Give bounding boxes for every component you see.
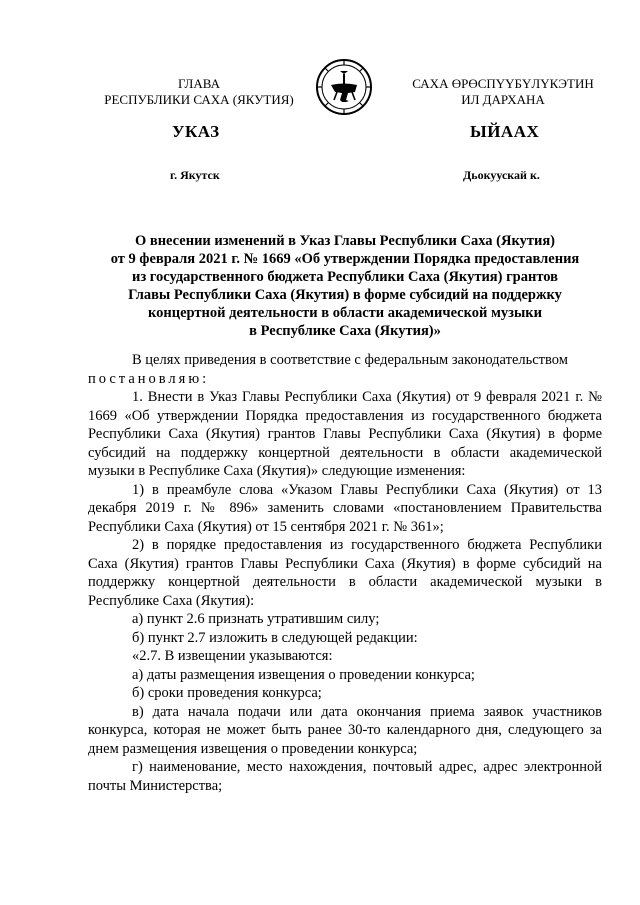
title-line: Главы Республики Саха (Якутия) в форме субсидий на поддержку	[128, 287, 562, 303]
document-body	[88, 351, 602, 795]
city-russian: г. Якутск	[170, 168, 220, 182]
document-title	[88, 232, 602, 340]
point-2-7-v: в) дата начала подачи или дата окончания приема заявок участников конкурса, которая не может быть ранее 30-то календарного дня, следующего за днем размещения извещения о проведении конкурса;	[88, 703, 602, 757]
point-2-7-b: б) сроки проведения конкурса;	[132, 685, 322, 701]
point-2-7: «2.7. В извещении указываются:	[132, 648, 333, 664]
title-line: концертной деятельности в области академической музыки	[147, 305, 542, 321]
issuer-yakut-line2: ИЛ ДАРХАНА	[461, 92, 545, 107]
subclause-2: 2) в порядке предоставления из государственного бюджета Республики Саха (Якутия) грантов Главы Республики Саха (Якутия) в форме субсидий на поддержку концертной деятельности в области академической музыки в Республике Саха (Якутия):	[88, 537, 602, 609]
issuer-russian-line1: ГЛАВА	[178, 76, 220, 91]
title-line: от 9 февраля 2021 г. № 1669 «Об утверждении Порядка предоставления	[110, 251, 580, 267]
decree-title-yakut: ЫЙААХ	[470, 122, 540, 141]
title-line: в Республике Саха (Якутия)»	[249, 323, 441, 339]
subclause-1: 1) в преамбуле слова «Указом Главы Республики Саха (Якутия) от 13 декабря 2019 г. № 896» заменить словами «постановлением Правительства Республики Саха (Якутия) от 15 сентября 2021 г. № 361»;	[88, 481, 602, 535]
city-yakut: Дьокуускай к.	[463, 168, 540, 182]
item-b: б) пункт 2.7 изложить в следующей редакции:	[132, 629, 418, 646]
point-2-7-g: г) наименование, место нахождения, почтовый адрес, адрес электронной почты Министерства;	[88, 759, 602, 794]
issuer-yakut-line1: САХА ӨРӨСПҮҮБҮЛҮКЭТИН	[412, 76, 594, 91]
decree-verb: постановляю:	[88, 370, 210, 387]
issuer-yakut	[398, 76, 608, 108]
item-a: а) пункт 2.6 признать утратившим силу;	[132, 611, 380, 627]
decree-title-russian: УКАЗ	[172, 122, 220, 141]
coat-of-arms-icon	[315, 58, 373, 116]
issuer-russian-line2: РЕСПУБЛИКИ САХА (ЯКУТИЯ)	[104, 92, 294, 107]
title-line: О внесении изменений в Указ Главы Республики Саха (Якутия)	[134, 233, 556, 249]
clause-1: 1. Внести в Указ Главы Республики Саха (Якутия) от 9 февраля 2021 г. № 1669 «Об утверждении Порядка предоставления из государственного бюджета Республики Саха (Якутия) грантов Главы Республики Саха (Якутия) в форме субсидий на поддержку концертной деятельности в области академической музыки в Республике Саха (Якутия)» следующие изменения:	[88, 389, 602, 479]
point-2-7-a: а) даты размещения извещения о проведении конкурса;	[132, 666, 475, 683]
preamble: В целях приведения в соответствие с федеральным законодательством	[132, 352, 568, 368]
issuer-russian	[88, 76, 310, 108]
title-line: из государственного бюджета Республики Саха (Якутия) грантов	[131, 269, 559, 285]
